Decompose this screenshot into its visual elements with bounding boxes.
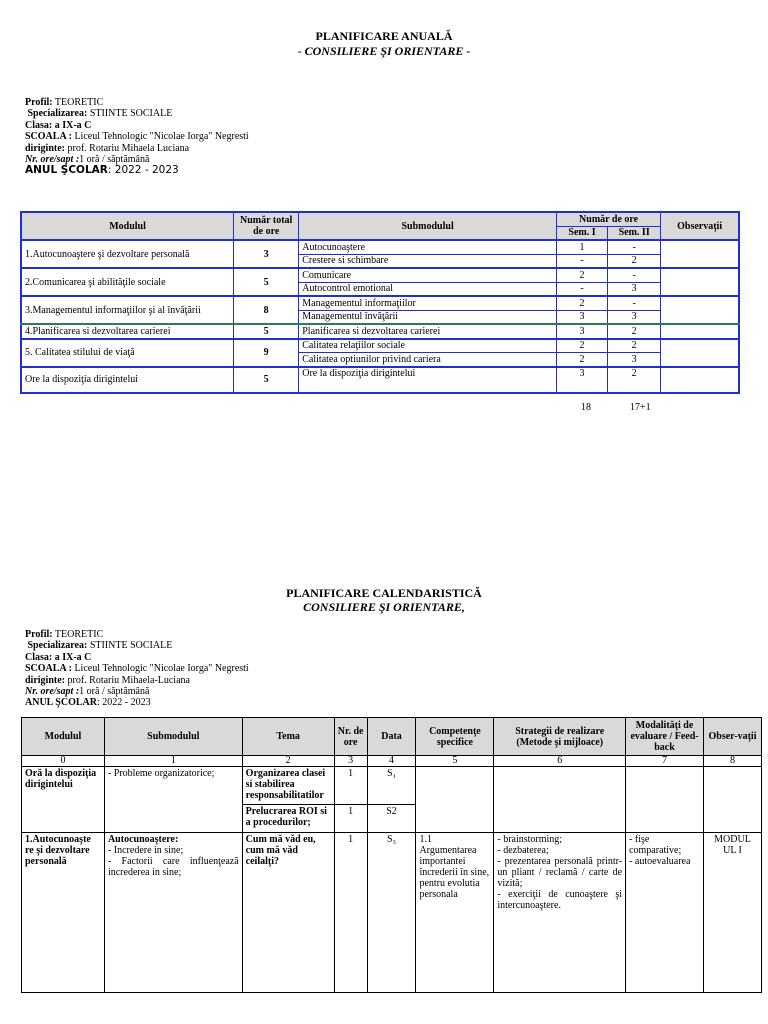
sem2-cell: 2 (608, 367, 661, 393)
obs-cell (661, 367, 739, 393)
header-numar-total: Număr total de ore (234, 212, 299, 240)
spec-label: Specializarea: (27, 640, 88, 652)
col-number: 2 (242, 756, 334, 767)
evaluare-item: - autoevaluarea (629, 856, 691, 867)
an-value: : 2022 - 2023 (96, 697, 151, 709)
total-cell: 3 (234, 240, 299, 268)
annual-table (20, 211, 740, 394)
sem1-cell: 3 (556, 324, 607, 339)
header-modulul: Modulul (22, 718, 105, 756)
submodul-cell: Autocontrol emotional (299, 282, 557, 296)
submodul-cell: Crestere si schimbare (299, 254, 557, 268)
obs-cell (661, 240, 739, 268)
an-line (25, 697, 249, 708)
profil-value: TEORETIC (54, 629, 104, 640)
submodul-title: Autocunoaştere: (107, 834, 179, 845)
submodul-cell: Comunicare (299, 268, 557, 282)
profil-value: TEORETIC (54, 97, 104, 108)
modul-cell: Ore la dispoziţia dirigintelui (21, 367, 234, 393)
total-cell: 8 (234, 296, 299, 324)
evaluare-cell (626, 767, 704, 833)
submodul-cell: Calitatea relaţiilor sociale (299, 339, 557, 353)
submodul-cell: Managementul informaţiilor (299, 296, 557, 310)
sem1-cell: 2 (556, 268, 607, 282)
observatii-cell (704, 767, 762, 833)
calendar-table (21, 717, 762, 993)
ore-value: 1 oră / săptămână (79, 153, 150, 165)
sem1-cell: - (556, 254, 607, 268)
strategii-cell (494, 833, 626, 993)
observatii-cell: MODUL UL I (704, 833, 762, 993)
header-observatii: Obser-vaţii (704, 718, 762, 756)
strategii-cell (494, 767, 626, 833)
scoala-line (25, 663, 249, 674)
col-number: 1 (104, 756, 242, 767)
ore-value: 1 oră / săptămână (79, 685, 150, 697)
data-cell: S2 (367, 805, 416, 833)
sem2-cell: 2 (608, 339, 661, 353)
sem2-cell: 3 (608, 310, 661, 324)
tema-cell: Prelucrarea ROI si a procedurilor; (242, 805, 334, 833)
tema-cell: Organizarea clasei si stabilirea responsabilitatilor (242, 767, 334, 805)
submodul-cell: Planificarea si dezvoltarea carierei (299, 324, 557, 339)
submodul-cell: Autocunoaştere (299, 240, 557, 254)
spec-value: STIINTE SOCIALE (89, 640, 173, 652)
header-sem1: Sem. I (556, 226, 607, 240)
sem1-cell: 3 (556, 367, 607, 393)
col-number: 0 (22, 756, 105, 767)
sem1-cell: 2 (556, 339, 607, 353)
strategie-item: - exerciţii de cunoaştere şi intercunoaştere. (497, 889, 623, 911)
col-number: 7 (626, 756, 704, 767)
strategie-item: - dezbaterea; (497, 845, 549, 856)
obs-cell (661, 324, 739, 339)
diriginte-line (25, 675, 249, 686)
sem1-cell: 1 (556, 240, 607, 254)
total-cell: 5 (234, 324, 299, 339)
header-competente: Competenţe specifice (416, 718, 494, 756)
subtitle-dash: - (297, 44, 302, 58)
competente-cell (416, 767, 494, 833)
submodul-cell: - Probleme organizatorice; (104, 767, 242, 833)
modul-cell: 3.Managementul informaţiilor şi al învăţării (21, 296, 234, 324)
sem1-cell: 2 (556, 296, 607, 310)
header-submodulul: Submodulul (299, 212, 557, 240)
ore-label: Nr. ore/sapt : (25, 685, 80, 697)
header-strategii: Strategii de realizare (Metode şi mijloace) (494, 718, 626, 756)
header-observatii: Observaţii (661, 212, 739, 240)
sem2-cell: 3 (608, 282, 661, 296)
submodul-cell: Calitatea optiunilor privind cariera (299, 353, 557, 367)
modul-cell: 4.Planificarea si dezvoltarea carierei (21, 324, 234, 339)
annual-title: PLANIFICARE ANUALĂ (315, 29, 453, 43)
spec-line (25, 640, 249, 651)
obs-cell (661, 296, 739, 324)
modul-cell: 1.Autocunoaşte re şi dezvoltare personală (22, 833, 105, 993)
obs-cell (661, 339, 739, 367)
submodul-item: - Incredere in sine; (107, 845, 184, 856)
evaluare-item: - fişe comparative; (629, 834, 682, 856)
header-evaluare: Modalităţi de evaluare / Feed-back (626, 718, 704, 756)
annual-info-block (25, 97, 249, 178)
profil-line (25, 629, 249, 640)
modul-cell: 5. Calitatea stilului de viaţă (21, 339, 234, 367)
tema-cell: Cum mă văd eu, cum mă văd ceilalţi? (242, 833, 334, 993)
an-value: : 2022 - 2023 (107, 164, 179, 177)
scoala-label: SCOALA : (25, 663, 72, 675)
sem1-cell: 2 (556, 353, 607, 367)
sem1-cell: - (556, 282, 607, 296)
scoala-label: SCOALA : (25, 131, 72, 143)
header-sem2: Sem. II (608, 226, 661, 240)
spec-label: Specializarea: (27, 108, 88, 120)
header-numar-ore: Număr de ore (556, 212, 660, 226)
sem2-cell: 3 (608, 353, 661, 367)
total-sem1: 18 (581, 402, 591, 413)
diriginte-label: diriginte: (25, 674, 65, 686)
sem2-cell: - (608, 296, 661, 310)
clasa-line (25, 120, 249, 131)
obs-cell (661, 268, 739, 296)
spec-value: STIINTE SOCIALE (89, 108, 173, 120)
total-sem2: 17+1 (630, 402, 651, 413)
calendar-subtitle: CONSILIERE ŞI ORIENTARE, (303, 600, 465, 614)
evaluare-cell (626, 833, 704, 993)
col-number: 5 (416, 756, 494, 767)
col-number: 6 (494, 756, 626, 767)
total-cell: 5 (234, 268, 299, 296)
clasa-value: Clasa: a IX-a C (25, 651, 92, 663)
clasa-line (25, 652, 249, 663)
ore-line (25, 686, 249, 697)
scoala-value: Liceul Tehnologic "Nicolae Iorga" Negresti (74, 131, 249, 143)
sem2-cell: 2 (608, 254, 661, 268)
total-cell: 5 (234, 367, 299, 393)
diriginte-line (25, 143, 249, 154)
ore-label: Nr. ore/sapt : (25, 153, 80, 165)
annual-subtitle-text: CONSILIERE ŞI ORIENTARE - (304, 44, 471, 58)
ore-cell: 1 (334, 805, 367, 833)
header-nr-ore: Nr. de ore (334, 718, 367, 756)
col-number: 4 (367, 756, 416, 767)
profil-label: Profil: (25, 97, 53, 108)
header-data: Data (367, 718, 416, 756)
modul-cell: 2.Comunicarea şi abilităţile sociale (21, 268, 234, 296)
ore-cell: 1 (334, 833, 367, 993)
competente-cell: 1.1 Argumentarea importantei încrederii în sine, pentru evolutia personala (416, 833, 494, 993)
submodul-item: - Factorii care influenţează increderea in sine; (107, 856, 239, 878)
clasa-value: Clasa: a IX-a C (25, 119, 92, 131)
an-label: ANUL ŞCOLAR (25, 164, 108, 177)
diriginte-value: prof. Rotariu Mihaela Luciana (67, 142, 190, 154)
sem2-cell: - (608, 268, 661, 282)
calendar-title: PLANIFICARE CALENDARISTICĂ (286, 586, 482, 600)
col-number: 8 (704, 756, 762, 767)
submodul-cell: Ore la dispoziţia dirigintelui (299, 367, 557, 393)
spec-line (25, 108, 249, 119)
data-cell: S₃ (367, 833, 416, 993)
submodul-cell (104, 833, 242, 993)
diriginte-value: prof. Rotariu Mihaela-Luciana (67, 674, 190, 686)
col-number: 3 (334, 756, 367, 767)
calendar-info-block (25, 629, 249, 709)
scoala-line (25, 131, 249, 142)
profil-line (25, 97, 249, 108)
header-tema: Tema (242, 718, 334, 756)
diriginte-label: diriginte: (25, 142, 65, 154)
an-line (25, 165, 249, 178)
sem2-cell: - (608, 240, 661, 254)
total-cell: 9 (234, 339, 299, 367)
an-label: ANUL ŞCOLAR (25, 697, 97, 709)
strategie-item: - brainstorming; (497, 834, 563, 845)
sem1-cell: 3 (556, 310, 607, 324)
modul-cell: Oră la dispoziţia dirigintelui (22, 767, 105, 833)
ore-cell: 1 (334, 767, 367, 805)
scoala-value: Liceul Tehnologic "Nicolae Iorga" Negresti (74, 663, 249, 675)
data-cell: S₁ (367, 767, 416, 805)
profil-label: Profil: (25, 629, 53, 640)
strategie-item: - prezentarea personală printr-un pliant / reclamă / carte de vizită; (497, 856, 623, 889)
submodul-cell: Managementul învăţării (299, 310, 557, 324)
annual-subtitle (0, 44, 768, 58)
header-modulul: Modulul (21, 212, 234, 240)
modul-cell: 1.Autocunoaştere şi dezvoltare personală (21, 240, 234, 268)
header-submodulul: Submodulul (104, 718, 242, 756)
sem2-cell: 2 (608, 324, 661, 339)
